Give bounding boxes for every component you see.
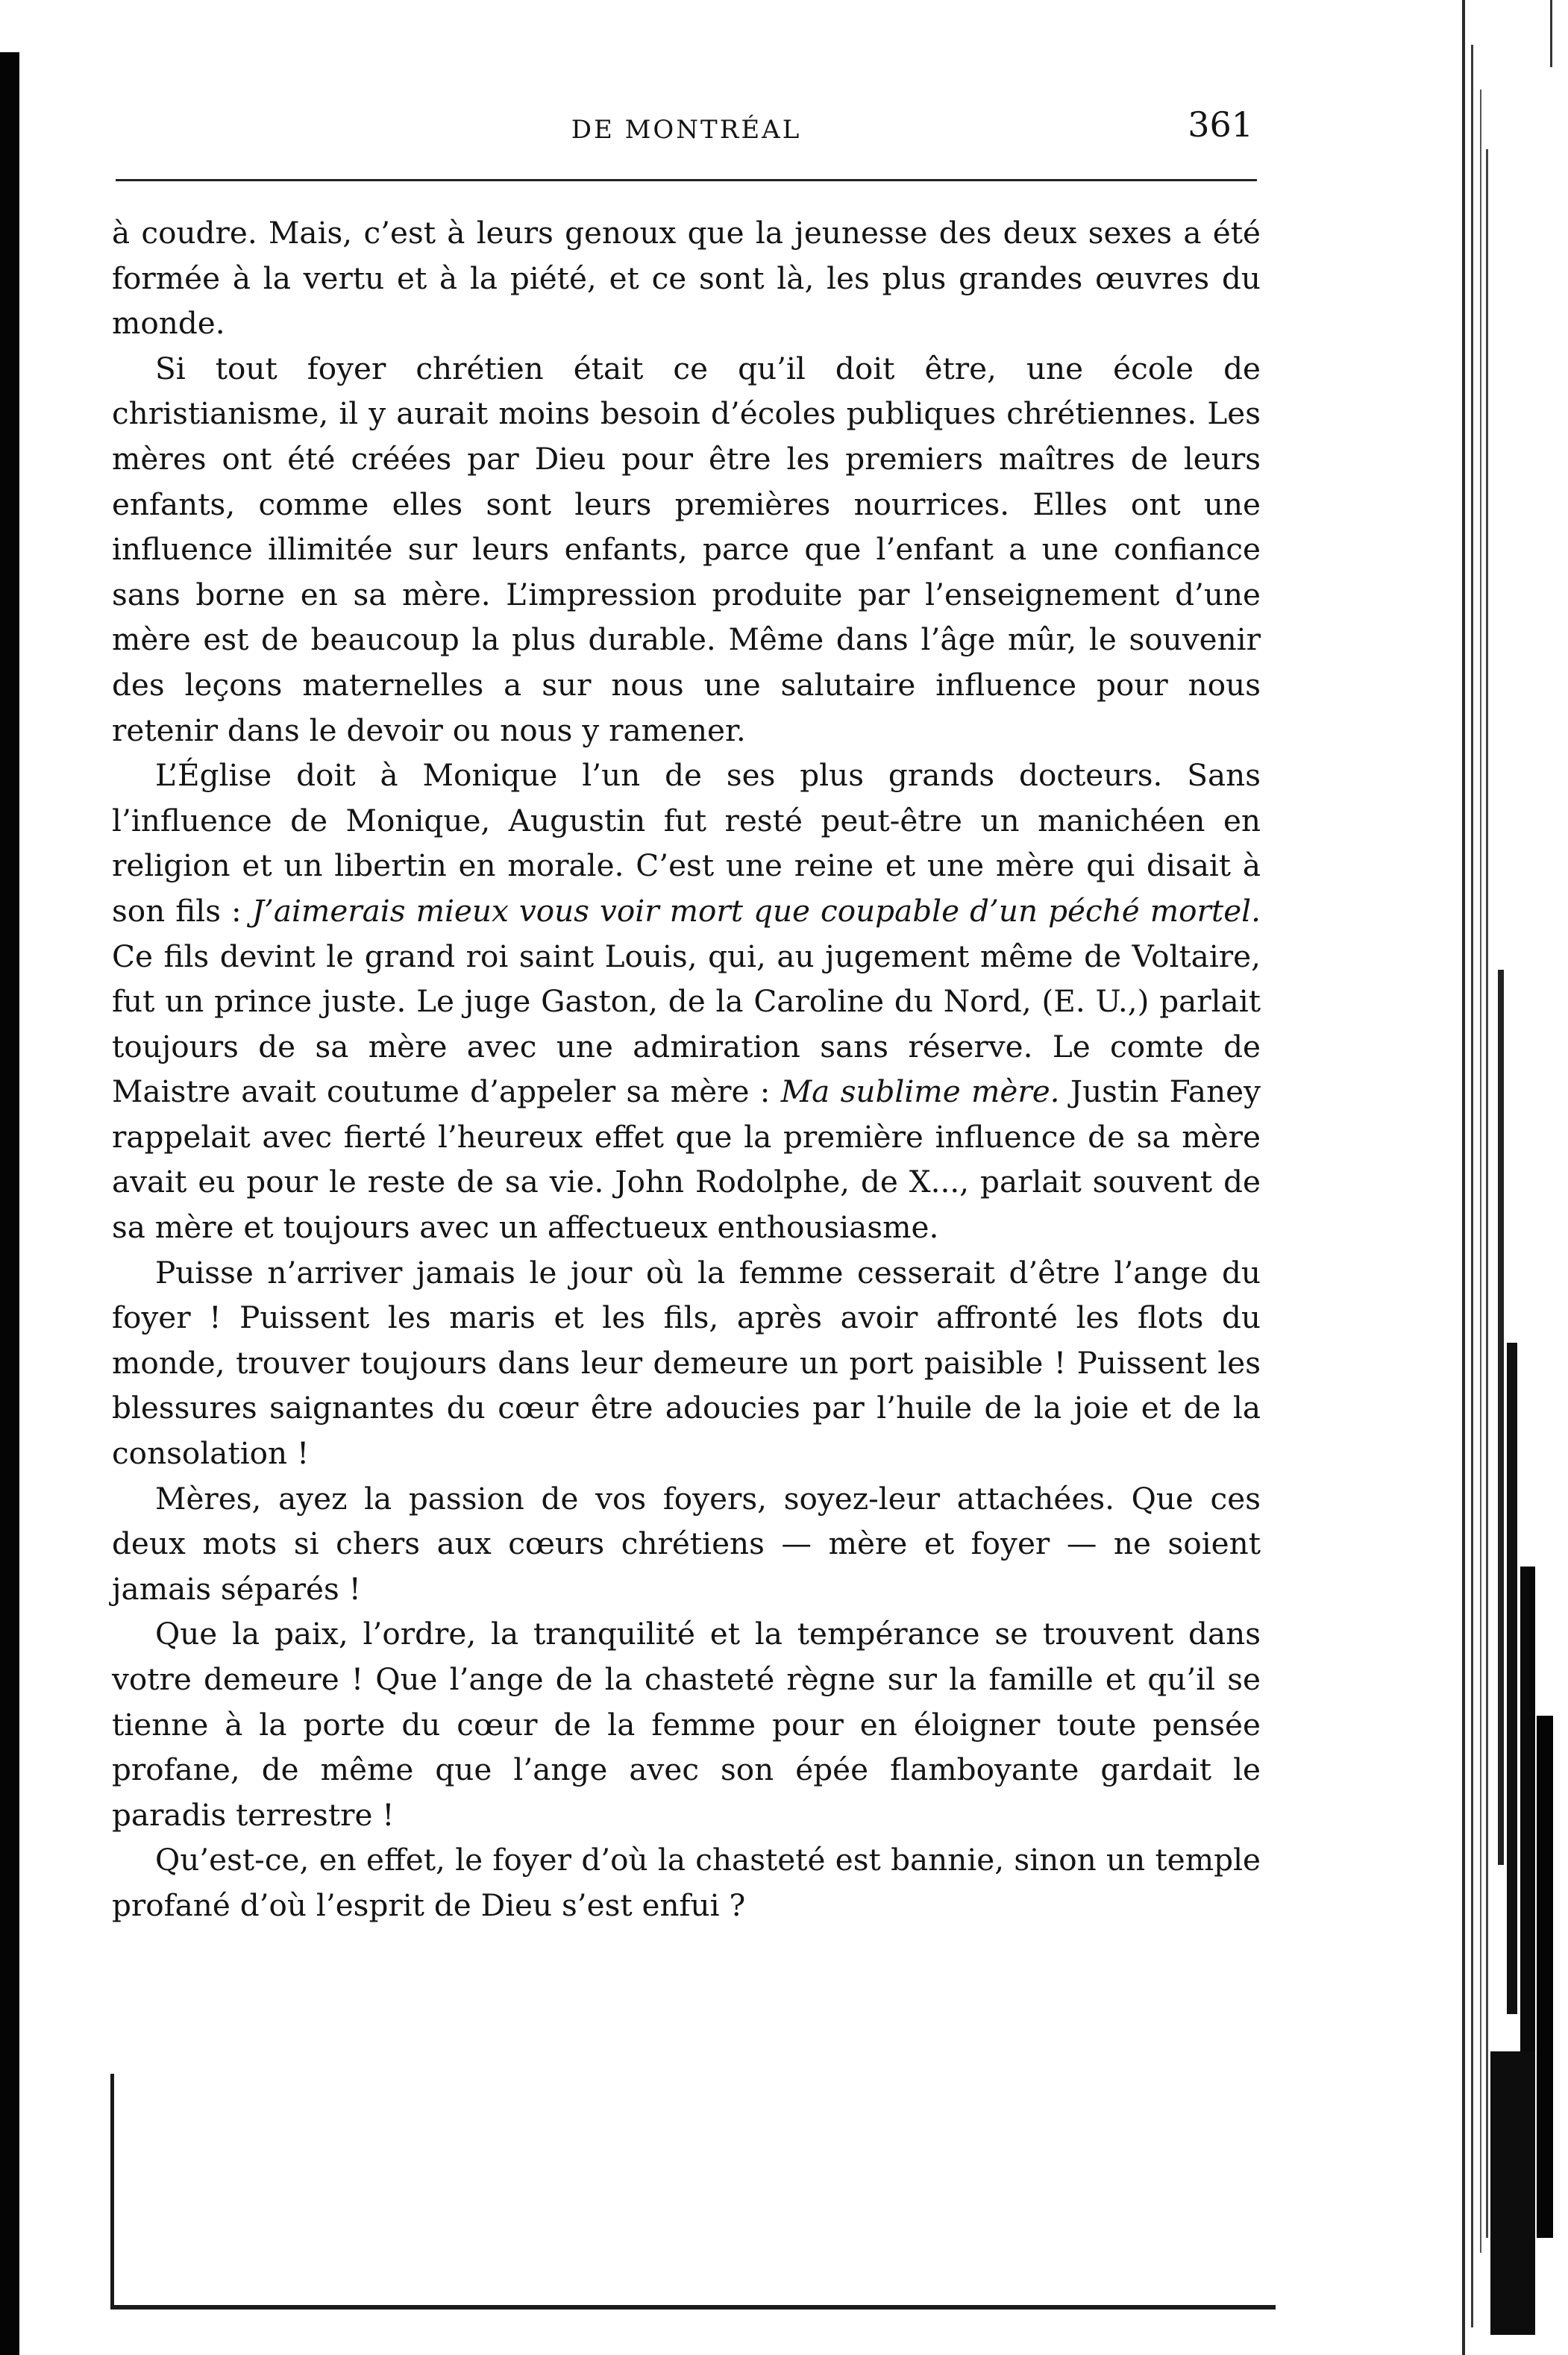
text-body [112,210,1261,1928]
paragraph-3 [112,753,1261,1250]
running-header [119,104,1253,157]
paragraph-3-text-a: L’Église doit à Monique l’un de ses plus grands docteurs. Sans l’influence de Monique, Augustin fut resté peut-être un manichéen en religion et un libertin en morale. C’est une reine et une mère qui disait à son fils : [112,757,1261,929]
paragraph-3-quote-italic: J’aimerais mieux vous voir mort que coupable d’un péché mortel. [251,892,1261,929]
page-number: 361 [1188,104,1253,145]
paragraph-6: Que la paix, l’ordre, la tranquilité et la tempérance se trouvent dans votre demeure ! Que l’ange de la chasteté règne sur la famille et qu’il se tienne à la porte du cœur de la femme pour en éloigner toute pensée profane, de même que l’ange avec son épée flamboyante gardait le paradis terrestre ! [112,1616,1261,1833]
scanned-page-edge [1461,0,1568,2355]
bottom-rule [112,2305,1276,2309]
paragraph-5: Mères, ayez la passion de vos foyers, soyez-leur attachées. Que ces deux mots si chers aux cœurs chrétiens — mère et foyer — ne soient jamais séparés ! [112,1480,1261,1607]
paragraph-3-text-c: Justin Faney rappelait avec fierté l’heureux effet que la première influence de sa mère avait eu pour le reste de sa vie. John Rodolphe, de X..., parlait souvent de sa mère et toujours avec un affectueux enthousiasme. [112,1073,1261,1246]
binding-edge [0,52,19,2355]
paragraph-3-title-italic: Ma sublime mère. [780,1073,1060,1110]
paragraph-4: Puisse n’arriver jamais le jour où la femme cesserait d’être l’ange du foyer ! Puissent les maris et les fils, après avoir affronté les flots du monde, trouver toujours dans leur demeure un port paisible ! Puissent les blessures saignantes du cœur être adoucies par l’huile de la joie et de la consolation ! [112,1254,1261,1472]
paragraph-2: Si tout foyer chrétien était ce qu’il doit être, une école de christianisme, il y aurait moins besoin d’écoles publiques chrétiennes. Les mères ont été créées par Dieu pour être les premiers maîtres de leurs enfants, comme elles sont leurs premières nourrices. Elles ont une influence illimitée sur leurs enfants, parce que l’enfant a une confiance sans borne en sa mère. L’impression produite par l’enseignement d’une mère est de beaucoup la plus durable. Même dans l’âge mûr, le souvenir des leçons maternelles a sur nous une salutaire influence pour nous retenir dans le devoir ou nous y ramener. [112,350,1261,748]
page-corner-rule [110,2074,114,2309]
paragraph-3-text-b: Ce fils devint le grand roi saint Louis, qui, au jugement même de Voltaire, fut un prince juste. Le juge Gaston, de la Caroline du Nord, (E. U.,) parlait toujours de sa mère avec une admiration sans réserve. Le comte de Maistre avait coutume d’appeler sa mère : [112,938,1261,1110]
paragraph-7: Qu’est-ce, en effet, le foyer d’où la chasteté est bannie, sinon un temple profané d’où l’esprit de Dieu s’est enfui ? [112,1842,1261,1923]
header-rule [116,179,1257,181]
paragraph-1: à coudre. Mais, c’est à leurs genoux que la jeunesse des deux sexes a été formée à la vertu et à la piété, et ce sont là, les plus grandes œuvres du monde. [112,215,1261,342]
running-title: DE MONTRÉAL [571,115,802,145]
